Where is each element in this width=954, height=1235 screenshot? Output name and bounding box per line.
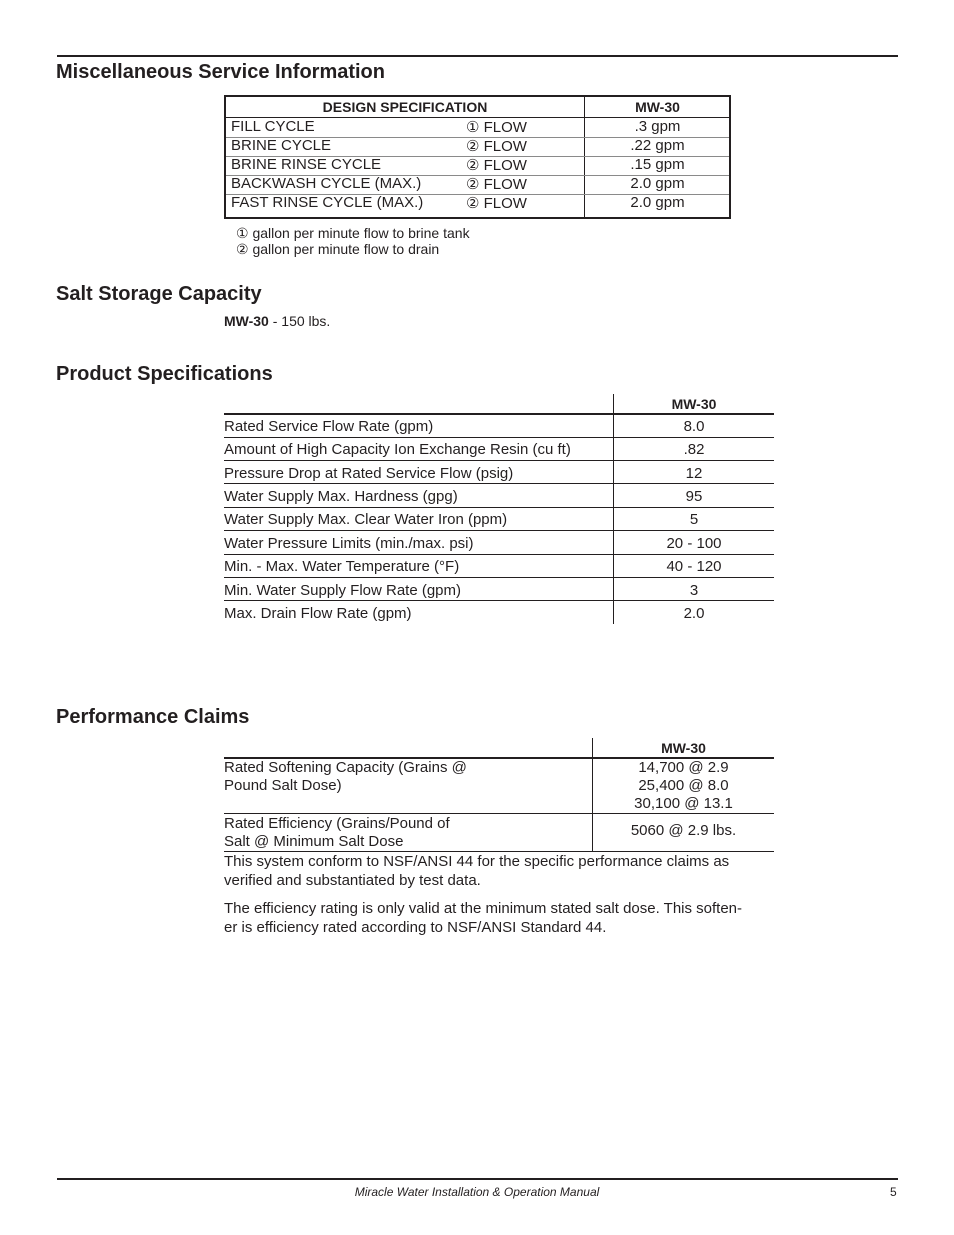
footnote-brine: ① gallon per minute flow to brine tank [236, 225, 470, 241]
row-label: Rated Efficiency (Grains/Pound of [224, 815, 450, 832]
salt-model: MW-30 [224, 313, 269, 329]
table-row [226, 175, 729, 194]
table-row [226, 137, 729, 156]
salt-value: - 150 lbs. [268, 313, 331, 329]
footnote-drain: ② gallon per minute flow to drain [236, 241, 440, 257]
row-label: BRINE CYCLE [231, 137, 332, 154]
row-value: 30,100 @ 13.1 [634, 795, 733, 812]
efficiency-paragraph [224, 899, 779, 937]
salt-section-title: Salt Storage Capacity [56, 283, 262, 305]
row-label: Rated Softening Capacity (Grains @ [224, 759, 467, 776]
performance-table [224, 738, 774, 852]
row-label: Water Supply Max. Hardness (gpg) [224, 488, 458, 505]
row-label: BACKWASH CYCLE (MAX.) [231, 175, 422, 192]
row-flow: ② FLOW [466, 157, 527, 174]
performance-header-model: MW-30 [661, 740, 706, 756]
paragraph-line: verified and substantiated by test data. [224, 872, 481, 889]
header-model: MW-30 [635, 99, 680, 115]
row-value: .3 gpm [634, 118, 681, 135]
product-header-model: MW-30 [671, 396, 717, 412]
paragraph-line: The efficiency rating is only valid at the minimum stated salt dose. This soften- [224, 900, 743, 917]
table-row [226, 118, 729, 137]
paragraph-line: er is efficiency rated according to NSF/ANSI Standard 44. [224, 919, 607, 936]
row-value: .22 gpm [630, 137, 685, 154]
table-row [226, 194, 729, 213]
row-label: Max. Drain Flow Rate (gpm) [224, 605, 412, 622]
product-spec-table [224, 394, 774, 626]
row-label: Pound Salt Dose) [224, 777, 342, 794]
row-value: 2.0 gpm [630, 175, 685, 192]
row-flow: ② FLOW [466, 176, 527, 193]
row-value: 3 [689, 582, 699, 599]
footer-title: Miracle Water Installation & Operation Manual [354, 1185, 600, 1199]
row-label: BRINE RINSE CYCLE [231, 156, 382, 173]
row-value: .15 gpm [630, 156, 685, 173]
row-value: 5060 @ 2.9 lbs. [630, 822, 737, 839]
row-value: 95 [685, 488, 703, 505]
row-flow: ② FLOW [466, 195, 527, 212]
top-rule [57, 55, 898, 57]
performance-section-title: Performance Claims [56, 706, 250, 728]
table-header-row [226, 99, 729, 118]
product-section-title: Product Specifications [56, 363, 273, 385]
nsf-conformance-paragraph [224, 852, 779, 890]
page-number: 5 [890, 1185, 897, 1199]
row-value: .82 [683, 441, 705, 458]
salt-capacity-line [224, 313, 330, 329]
row-label: Water Supply Max. Clear Water Iron (ppm) [224, 511, 508, 528]
row-value: 5 [689, 511, 699, 528]
row-value: 2.0 gpm [630, 194, 685, 211]
row-label: Rated Service Flow Rate (gpm) [224, 418, 434, 435]
row-label: Min. - Max. Water Temperature (°F) [224, 558, 460, 575]
row-label: Amount of High Capacity Ion Exchange Resin (cu ft) [224, 441, 571, 458]
row-value: 2.0 [683, 605, 705, 622]
row-value: 8.0 [683, 418, 705, 435]
row-value: 14,700 @ 2.9 [638, 759, 729, 776]
misc-section-title: Miscellaneous Service Information [56, 61, 385, 83]
row-label: Water Pressure Limits (min./max. psi) [224, 535, 474, 552]
row-label: Salt @ Minimum Salt Dose [224, 833, 404, 850]
row-value: 12 [685, 465, 703, 482]
paragraph-line: This system conform to NSF/ANSI 44 for the specific performance claims as [224, 853, 730, 870]
row-label: Pressure Drop at Rated Service Flow (psig) [224, 465, 514, 482]
row-value: 20 - 100 [666, 535, 722, 552]
table-row [226, 156, 729, 175]
header-design-spec: DESIGN SPECIFICATION [322, 99, 488, 115]
row-label: FAST RINSE CYCLE (MAX.) [231, 194, 424, 211]
row-label: FILL CYCLE [231, 118, 315, 135]
design-spec-table [224, 95, 731, 219]
row-flow: ② FLOW [466, 138, 527, 155]
row-label: Min. Water Supply Flow Rate (gpm) [224, 582, 462, 599]
row-value: 25,400 @ 8.0 [638, 777, 729, 794]
row-flow: ① FLOW [466, 119, 527, 136]
bottom-rule [57, 1178, 898, 1180]
row-value: 40 - 120 [666, 558, 722, 575]
